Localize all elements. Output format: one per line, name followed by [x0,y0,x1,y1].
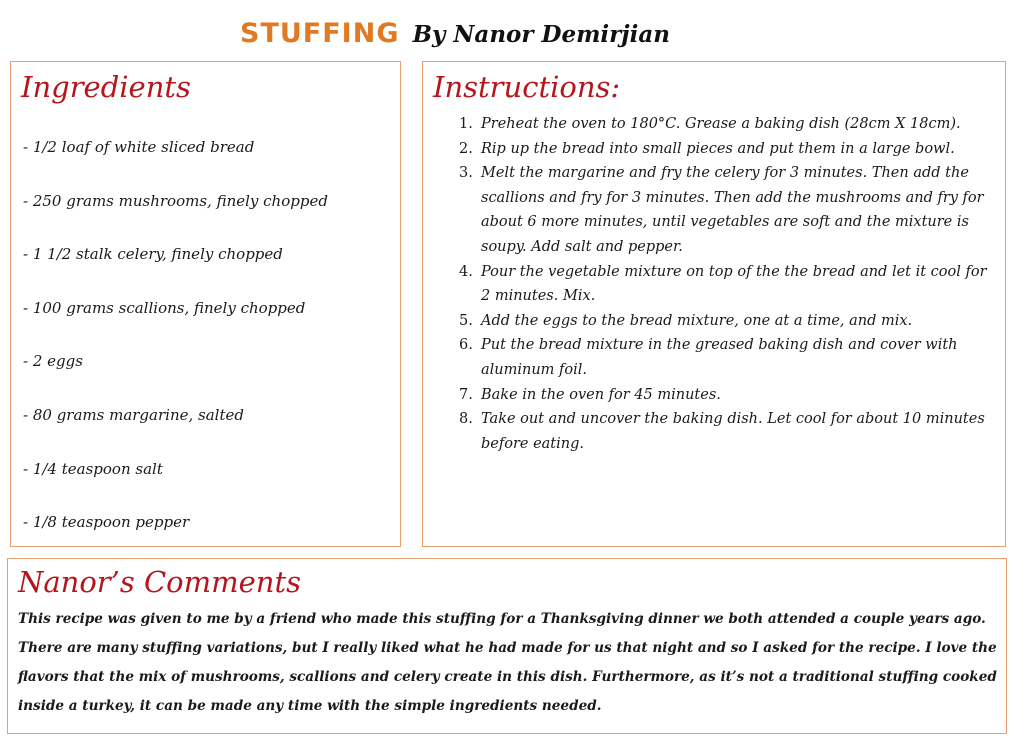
ingredients-heading: Ingredients [21,70,191,104]
comments-panel [7,558,1007,734]
ingredient-item: - 2 eggs [23,352,83,371]
instructions-heading: Instructions: [433,70,621,104]
step-text: Take out and uncover the baking dish. Let cool for about 10 minutes before eating. [481,411,985,452]
comments-heading: Nanor’s Comments [18,565,302,599]
page-title [240,18,670,58]
step-number: 6. [459,337,473,354]
step-number: 5. [459,312,473,329]
author-byline: By Nanor Demirjian [412,21,670,48]
step-number: 3. [459,165,473,182]
step-number: 1. [459,116,473,132]
step-number: 2. [459,140,473,157]
step-number: 7. [459,386,473,403]
step-text: Add the eggs to the bread mixture, one at a time, and mix. [481,312,913,329]
instruction-step [431,333,991,382]
step-text: Put the bread mixture in the greased baking dish and cover with aluminum foil. [481,337,958,378]
recipe-title: STUFFING [240,18,400,49]
ingredient-item: - 100 grams scallions, finely chopped [23,298,306,317]
ingredients-list [23,132,328,561]
instruction-step [431,260,991,309]
instruction-step [431,309,991,334]
instruction-step [431,137,991,162]
comments-body: This recipe was given to me by a friend who made this stuffing for a Thanksgiving dinner we both attended a couple years ago. There are many stuffing variations, but I really liked what he had made for us that night and so I asked for the recipe. I love the flavors that the mix of mushrooms, scallions and celery create in this dish. Furthermore, as it’s not a traditional stuffing cooked inside a turkey, it can be made any time with the simple ingredients needed. [18,611,997,714]
ingredient-item: - 1/2 loaf of white sliced bread [23,138,255,156]
step-text: Preheat the oven to 180°C. Grease a baking dish (28cm X 18cm). [481,116,961,132]
instruction-step [431,383,991,408]
step-text: Melt the margarine and fry the celery for 3 minutes. Then add the scallions and fry for 3 minutes. Then add the mushrooms and fry for about 6 more minutes, until vegetables are soft and the mixture is soupy. Add salt and pepper. [481,165,984,255]
ingredient-item: - 1/8 teaspoon pepper [23,513,190,532]
instruction-step [431,112,991,137]
ingredient-item: - 80 grams margarine, salted [23,405,244,424]
instructions-panel [422,61,1006,547]
step-number: 8. [459,411,473,428]
step-text: Pour the vegetable mixture on top of the the bread and let it cool for 2 minutes. Mix. [481,263,987,305]
step-text: Bake in the oven for 45 minutes. [481,386,721,403]
ingredient-item: - 1 1/2 stalk celery, finely chopped [23,245,283,264]
ingredient-item: - 1/4 teaspoon salt [23,459,163,478]
instructions-list [431,112,991,456]
ingredients-panel [10,61,401,547]
instruction-step [431,407,991,456]
step-text: Rip up the bread into small pieces and put them in a large bowl. [481,140,955,157]
instruction-step [431,161,991,259]
step-number: 4. [459,263,473,280]
ingredient-item: - 250 grams mushrooms, finely chopped [23,191,328,210]
